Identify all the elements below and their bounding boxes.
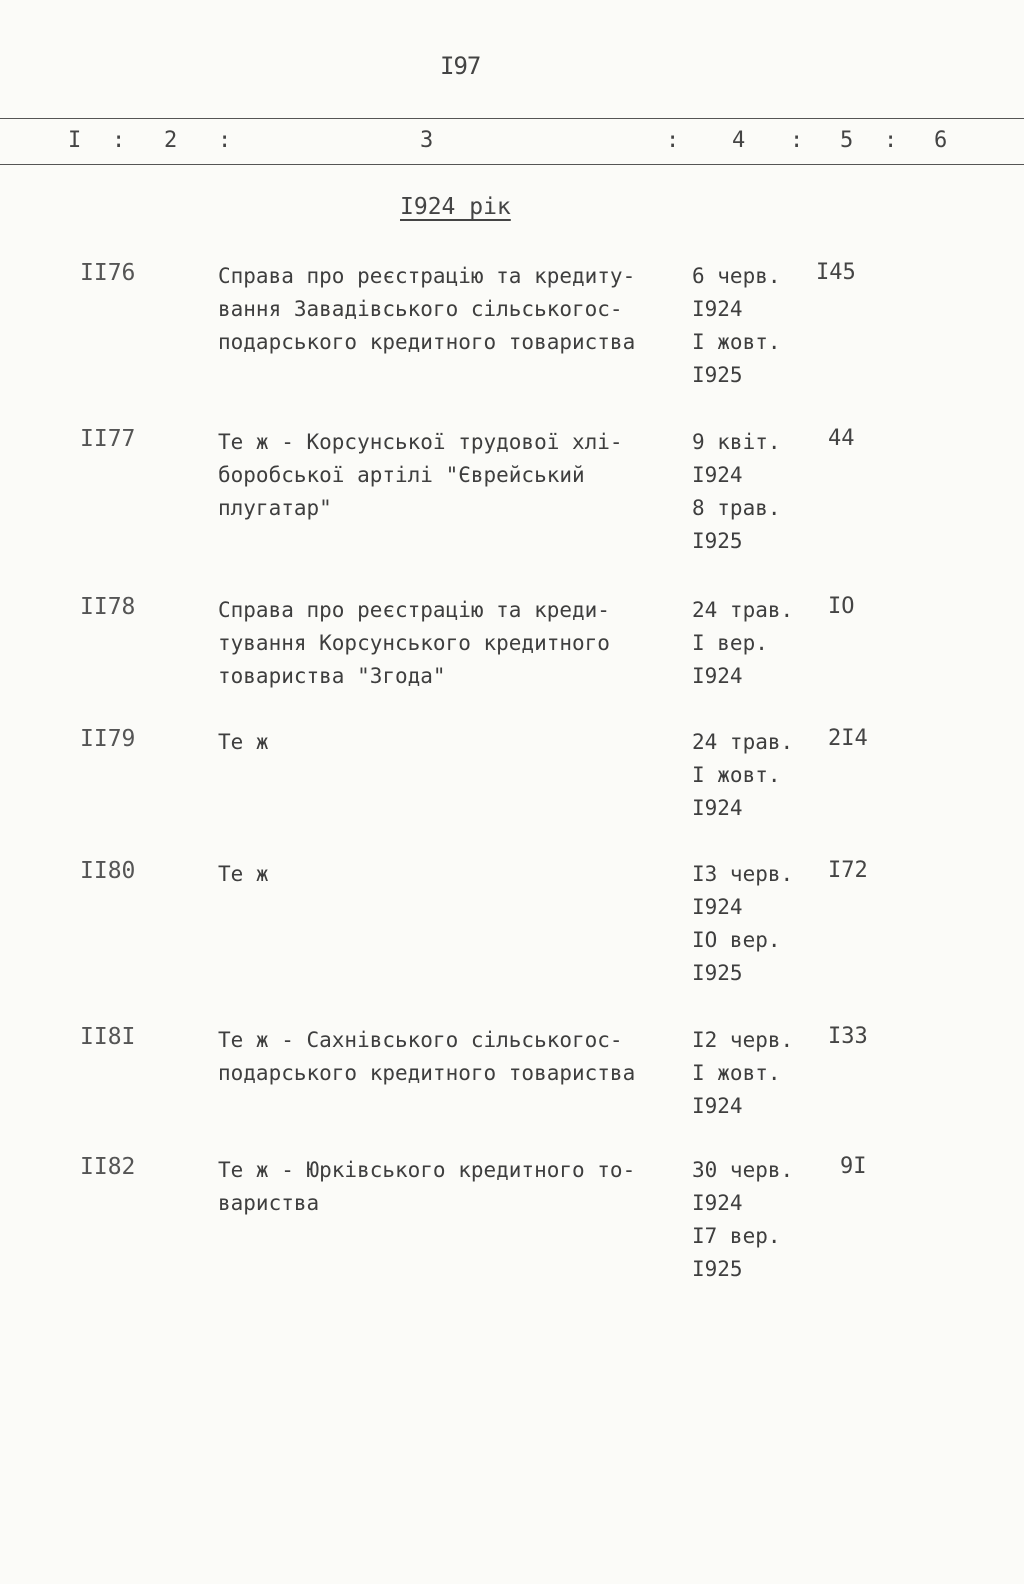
entry-date-line: 24 трав.: [692, 730, 794, 754]
entry-title: Те ж: [218, 862, 269, 886]
entry-date-line: I вер.: [692, 631, 768, 655]
entry-sheet-count: 9I: [840, 1154, 867, 1179]
entry-date-line: I924: [692, 796, 743, 820]
column-header-5: 5: [840, 128, 854, 153]
entry-date-line: I жовт.: [692, 1061, 781, 1085]
year-heading: I924 рік: [400, 194, 511, 220]
entry-number: II77: [80, 426, 136, 452]
entry-date-line: I924: [692, 1191, 743, 1215]
entry-date-line: 9 квіт.: [692, 430, 781, 454]
entry-sheet-count: I33: [828, 1024, 868, 1049]
entry-date-line: I925: [692, 961, 743, 985]
entry-date-line: I925: [692, 529, 743, 553]
entry-sheet-count: 44: [828, 426, 855, 451]
entry-title: Те ж - Сахнівського сільськогос- подарського кредитного товариства: [218, 1028, 636, 1085]
column-separator: :: [884, 128, 898, 153]
entry-date-line: IO вер.: [692, 928, 781, 952]
column-header-6: 6: [934, 128, 948, 153]
column-header-1: I: [68, 128, 82, 153]
entry-date-line: I925: [692, 1257, 743, 1281]
entry-date-line: I7 вер.: [692, 1224, 781, 1248]
entry-date-line: I жовт.: [692, 763, 781, 787]
column-header-3: 3: [420, 128, 434, 153]
entry-number: II76: [80, 260, 136, 286]
entry-dates: [692, 1154, 812, 1286]
entry-dates: [692, 726, 812, 825]
entry-dates: [692, 1024, 812, 1123]
column-separator: :: [112, 128, 126, 153]
entry-title: Справа про реєстрацію та креди- тування Корсунського кредитного товариства "Згода": [218, 598, 610, 688]
entry-date-line: I924: [692, 463, 743, 487]
entry-title: Те ж - Юрківського кредитного то- вариства: [218, 1158, 636, 1215]
entry-dates: [692, 260, 812, 392]
entry-date-line: I924: [692, 664, 743, 688]
entry-date-line: I2 черв.: [692, 1028, 794, 1052]
column-separator: :: [790, 128, 804, 153]
entry-dates: [692, 594, 812, 693]
entry-title: Справа про реєстрацію та кредиту- вання Завадівського сільськогос- подарського кредитного товариства: [218, 264, 636, 354]
entry-date-line: I925: [692, 363, 743, 387]
entry-title: Те ж: [218, 730, 269, 754]
entry-number: II8I: [80, 1024, 136, 1050]
column-header-2: 2: [164, 128, 178, 153]
entry-sheet-count: I72: [828, 858, 868, 883]
page-number: I97: [440, 52, 481, 80]
entry-title: Те ж - Корсунської трудової хлі- боробської артілі "Єврейський плугатар": [218, 430, 623, 520]
header-rule-bottom: [0, 164, 1024, 165]
entry-date-line: I924: [692, 895, 743, 919]
column-separator: :: [218, 128, 232, 153]
entry-number: II82: [80, 1154, 136, 1180]
header-rule-top: [0, 118, 1024, 119]
entry-date-line: 8 трав.: [692, 496, 781, 520]
column-header-4: 4: [732, 128, 746, 153]
entry-sheet-count: IO: [828, 594, 855, 619]
entry-number: II80: [80, 858, 136, 884]
column-separator: :: [666, 128, 680, 153]
entry-date-line: 6 черв.: [692, 264, 781, 288]
entry-number: II79: [80, 726, 136, 752]
entry-date-line: I924: [692, 297, 743, 321]
entry-date-line: 30 черв.: [692, 1158, 794, 1182]
entry-dates: [692, 858, 812, 990]
entry-date-line: I924: [692, 1094, 743, 1118]
entry-dates: [692, 426, 812, 558]
entry-sheet-count: I45: [816, 260, 856, 285]
entry-date-line: 24 трав.: [692, 598, 794, 622]
entry-date-line: I3 черв.: [692, 862, 794, 886]
entry-date-line: I жовт.: [692, 330, 781, 354]
entry-sheet-count: 2I4: [828, 726, 868, 751]
entry-number: II78: [80, 594, 136, 620]
